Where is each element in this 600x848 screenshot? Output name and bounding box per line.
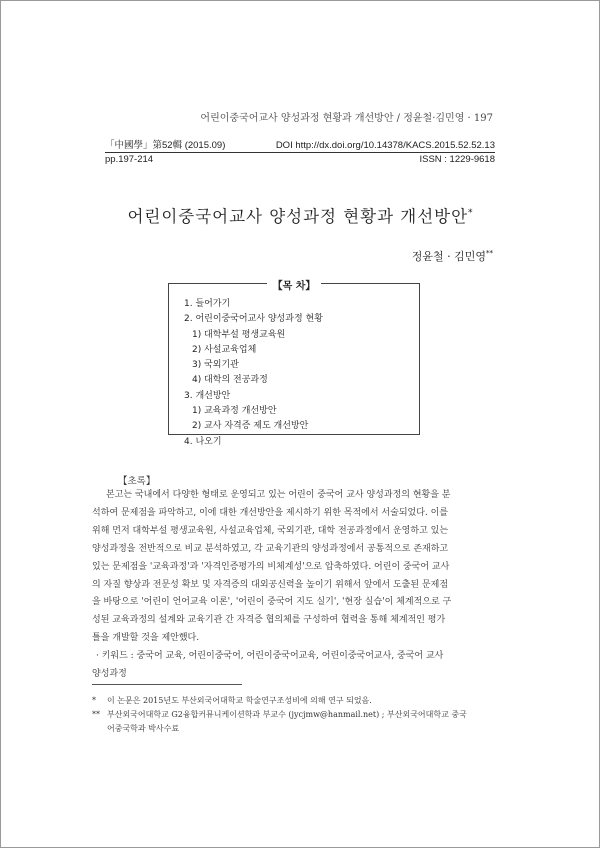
running-header: 어린이중국어교사 양성과정 현황과 개선방안 / 정윤철·김민영 · 197 [200,113,493,124]
abstract-line: 양성과정을 전반적으로 비교 분석하였고, 각 교육기관의 양성과정에서 공통적으로 존재하고 [92,543,449,554]
issn: ISSN : 1229-9618 [419,154,495,165]
footnote [92,708,504,736]
footnote-divider [92,684,242,685]
abstract-line: 틀을 개발할 것을 제안했다. [92,633,200,644]
keywords [92,648,501,684]
toc-item: 3. 개선방안 [184,390,231,401]
toc-item: 2. 어린이중국어교사 양성과정 현황 [184,314,323,325]
paper-title [0,203,600,227]
toc-subitem: 2) 교사 자격증 제도 개선방안 [192,421,309,432]
toc-item: 1. 들어가기 [184,299,231,309]
author-footnote-mark: ** [486,249,493,258]
page-range: pp.197-214 [105,154,154,165]
authors [412,248,493,264]
toc-subitem: 1) 대학부설 평생교육원 [192,329,286,340]
footnote-text: 어중국학과 박사수료 [107,724,180,733]
meta-row-bottom [105,153,495,166]
footnote-mark: ** [92,710,100,719]
journal-info: 「中國學」第52輯 (2015.09) [105,140,226,151]
author-names: 정윤철 · 김민영 [411,250,486,263]
footnote-text: 부산외국어대학교 G2융합커뮤니케이션학과 부교수 (jycjmw@hanmail.net) ; 부산외국어대학교 중국 [107,710,467,719]
footnotes [92,694,504,736]
keywords-line: · 키워드 : 중국어 교육, 어린이중국어, 어린이중국어교육, 어린이중국어교사, 중국어 교사 [96,651,444,662]
keywords-line: 양성과정 [92,669,127,680]
toc-subitem: 2) 사설교육업체 [192,344,257,355]
toc-list [184,297,323,450]
toc-heading: 【목 차】 [169,276,419,294]
abstract-line: 위해 먼저 대학부설 평생교육원, 사설교육업체, 국외기관, 대학 전공과정에서 운영하고 있는 [92,525,449,536]
meta-row-top [105,139,495,152]
paper-title-text: 어린이중국어교사 양성과정 현황과 개선방안 [127,207,469,226]
abstract-label: 【초록】 [118,476,156,487]
abstract-body [92,487,501,684]
doi-link[interactable]: DOI http://dx.doi.org/10.14378/KACS.2015.52.52.13 [275,140,495,151]
toc-subitem: 3) 국외기관 [192,360,239,371]
footnote-text: 이 논문은 2015년도 부산외국어대학교 학술연구조성비에 의해 연구 되었음. [107,696,372,705]
title-footnote-mark: * [468,208,473,219]
abstract-line: 본고는 국내에서 다양한 형태로 운영되고 있는 어린이 중국어 교사 양성과정의 현황을 분 [106,490,451,500]
footnote-mark: * [92,696,96,705]
abstract-line: 의 자질 향상과 전문성 확보 및 자격증의 대외공신력을 높이기 위해서 앞에서 도출된 문제점 [92,579,449,590]
toc-item: 4. 나오기 [184,436,222,447]
abstract-line: 성된 교육과정의 설계와 교육기관 간 자격증 협의체를 구성하여 협력을 통해 체계적인 평가 [92,615,446,626]
abstract-line: 있는 문제점을 '교육과정'과 '자격인증평가의 비체계성'으로 압축하였다. 어린이 중국어 교사 [92,561,450,572]
publication-meta [105,139,495,166]
abstract-paragraph [92,487,501,505]
abstract-line: 석하여 문제점을 파악하고, 이에 대한 개선방안을 제시하기 위한 목적에서 서술되었다. 이를 [92,507,449,518]
toc-subitem: 4) 대학의 전공과정 [192,375,268,386]
table-of-contents [168,281,420,447]
toc-subitem: 1) 교육과정 개선방안 [192,406,277,417]
footnote [92,694,504,708]
abstract-line: 을 바탕으로 '어린이 언어교육 이론', '어린이 중국어 지도 실기', '현장 실습'이 체계적으로 구 [92,597,452,608]
